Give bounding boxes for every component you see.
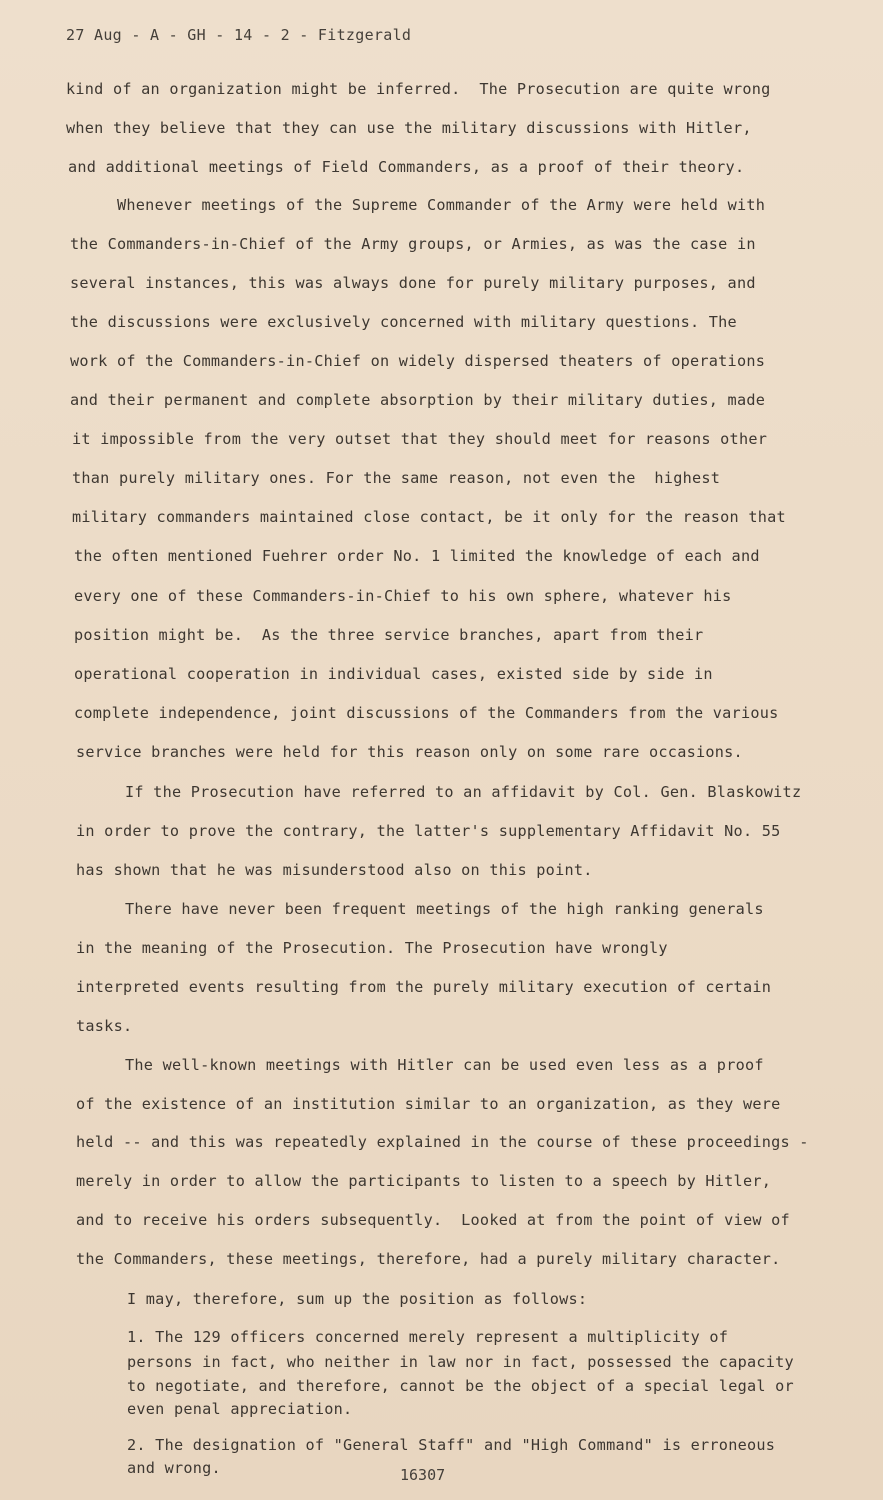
text-line: in the meaning of the Prosecution. The Prosecution have wrongly (76, 939, 668, 957)
text-line: and additional meetings of Field Commanders, as a proof of their theory. (68, 158, 745, 176)
text-line: of the existence of an institution similar to an organization, as they were (76, 1095, 781, 1113)
text-line: service branches were held for this reason only on some rare occasions. (76, 743, 743, 761)
text-line: the Commanders-in-Chief of the Army groups, or Armies, as was the case in (70, 235, 756, 253)
text-line: when they believe that they can use the military discussions with Hitler, (66, 119, 752, 137)
text-line: than purely military ones. For the same reason, not even the highest (72, 469, 721, 487)
text-line: held -- and this was repeatedly explained in the course of these proceedings - (76, 1133, 809, 1151)
text-line: interpreted events resulting from the purely military execution of certain (76, 978, 772, 996)
document-header: 27 Aug - A - GH - 14 - 2 - Fitzgerald (66, 26, 412, 44)
text-line: merely in order to allow the participants to listen to a speech by Hitler, (76, 1172, 772, 1190)
text-line: tasks. (76, 1017, 133, 1035)
page-number: 16307 (400, 1466, 446, 1484)
text-line: the Commanders, these meetings, therefore, had a purely military character. (76, 1250, 781, 1268)
text-line: has shown that he was misunderstood also on this point. (76, 861, 593, 879)
text-line: position might be. As the three service branches, apart from their (74, 626, 704, 644)
item-line: and wrong. (127, 1459, 221, 1477)
text-line: Whenever meetings of the Supreme Commander of the Army were held with (117, 196, 766, 214)
text-line: the discussions were exclusively concerned with military questions. The (70, 313, 737, 331)
text-line: every one of these Commanders-in-Chief to his own sphere, whatever his (74, 587, 732, 605)
text-line: military commanders maintained close contact, be it only for the reason that (72, 508, 786, 526)
text-line: There have never been frequent meetings of the high ranking generals (125, 900, 764, 918)
item-line: to negotiate, and therefore, cannot be the object of a special legal or (127, 1377, 794, 1395)
text-line: I may, therefore, sum up the position as follows: (127, 1290, 588, 1308)
text-line: it impossible from the very outset that they should meet for reasons other (72, 430, 768, 448)
text-line: work of the Commanders-in-Chief on widely dispersed theaters of operations (70, 352, 766, 370)
text-line: The well-known meetings with Hitler can be used even less as a proof (125, 1056, 764, 1074)
text-line: the often mentioned Fuehrer order No. 1 limited the knowledge of each and (74, 547, 760, 565)
text-line: If the Prosecution have referred to an affidavit by Col. Gen. Blaskowitz (125, 783, 802, 801)
text-line: in order to prove the contrary, the latter's supplementary Affidavit No. 55 (76, 822, 781, 840)
item-line: persons in fact, who neither in law nor in fact, possessed the capacity (127, 1353, 794, 1371)
text-line: and their permanent and complete absorption by their military duties, made (70, 391, 766, 409)
text-line: kind of an organization might be inferred. The Prosecution are quite wrong (66, 80, 771, 98)
text-line: and to receive his orders subsequently. Looked at from the point of view of (76, 1211, 790, 1229)
item-line: even penal appreciation. (127, 1400, 353, 1418)
item-line: 1. The 129 officers concerned merely represent a multiplicity of (127, 1328, 729, 1346)
text-line: several instances, this was always done for purely military purposes, and (70, 274, 756, 292)
item-line: 2. The designation of "General Staff" and "High Command" is erroneous (127, 1436, 776, 1454)
text-line: complete independence, joint discussions of the Commanders from the various (74, 704, 779, 722)
text-line: operational cooperation in individual cases, existed side by side in (74, 665, 713, 683)
